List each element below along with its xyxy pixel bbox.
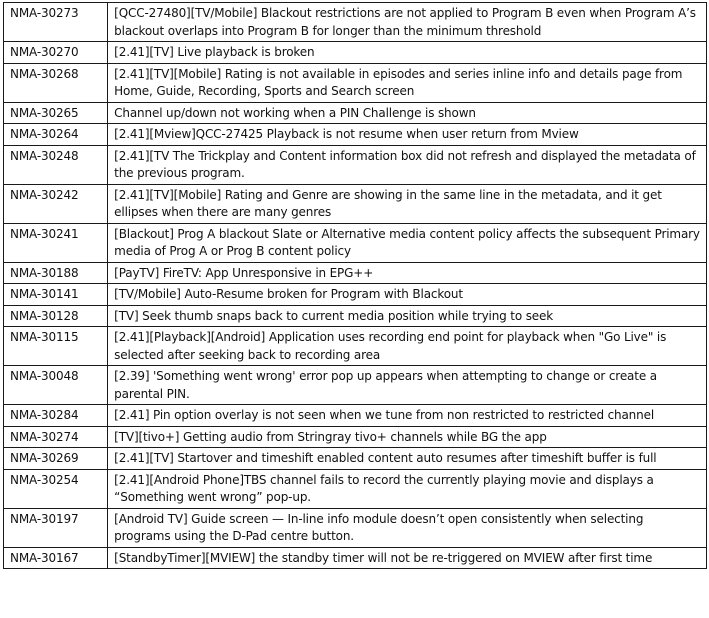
issue-description-cell: [2.41][Playback][Android] Application uses recording end point for playback when "Go Live" is selected after seeking back to recording area xyxy=(108,327,707,366)
issue-id-cell: NMA-30273 xyxy=(4,3,108,42)
table-row xyxy=(4,3,707,42)
table-row xyxy=(4,448,707,470)
table-row xyxy=(4,305,707,327)
issue-id-cell: NMA-30269 xyxy=(4,448,108,470)
issue-id-cell: NMA-30265 xyxy=(4,102,108,124)
table-row xyxy=(4,63,707,102)
issue-description-cell: [TV][tivo+] Getting audio from Stringray tivo+ channels while BG the app xyxy=(108,426,707,448)
table-row xyxy=(4,145,707,184)
issue-id-cell: NMA-30048 xyxy=(4,366,108,405)
table-row xyxy=(4,366,707,405)
table-row xyxy=(4,508,707,547)
issue-description-cell: [2.39] 'Something went wrong' error pop up appears when attempting to change or create a parental PIN. xyxy=(108,366,707,405)
issue-id-cell: NMA-30115 xyxy=(4,327,108,366)
issue-id-cell: NMA-30128 xyxy=(4,305,108,327)
issue-id-cell: NMA-30268 xyxy=(4,63,108,102)
table-row xyxy=(4,284,707,306)
issue-description-cell: [2.41][Android Phone]TBS channel fails to record the currently playing movie and displays a “Something went wrong” pop-up. xyxy=(108,469,707,508)
issue-description-cell: [TV] Seek thumb snaps back to current media position while trying to seek xyxy=(108,305,707,327)
table-row xyxy=(4,469,707,508)
issue-id-cell: NMA-30254 xyxy=(4,469,108,508)
table-row xyxy=(4,426,707,448)
issue-description-cell: [2.41][TV] Startover and timeshift enabled content auto resumes after timeshift buffer is full xyxy=(108,448,707,470)
table-row xyxy=(4,405,707,427)
issue-description-cell: [2.41][Mview]QCC-27425 Playback is not resume when user return from Mview xyxy=(108,124,707,146)
issue-id-cell: NMA-30188 xyxy=(4,262,108,284)
issue-id-cell: NMA-30264 xyxy=(4,124,108,146)
issue-id-cell: NMA-30141 xyxy=(4,284,108,306)
issue-description-cell: [2.41][TV The Trickplay and Content information box did not refresh and displayed the metadata of the previous program. xyxy=(108,145,707,184)
issue-description-cell: [2.41] Pin option overlay is not seen when we tune from non restricted to restricted channel xyxy=(108,405,707,427)
issue-description-cell: [2.41][TV] Live playback is broken xyxy=(108,42,707,64)
issue-description-cell: [2.41][TV][Mobile] Rating is not available in episodes and series inline info and details page from Home, Guide, Recording, Sports and Search screen xyxy=(108,63,707,102)
issue-id-cell: NMA-30284 xyxy=(4,405,108,427)
issue-id-cell: NMA-30197 xyxy=(4,508,108,547)
table-row xyxy=(4,102,707,124)
issue-table xyxy=(3,2,707,569)
issue-id-cell: NMA-30248 xyxy=(4,145,108,184)
issue-id-cell: NMA-30167 xyxy=(4,547,108,569)
table-row xyxy=(4,223,707,262)
table-row xyxy=(4,327,707,366)
issue-id-cell: NMA-30270 xyxy=(4,42,108,64)
issue-description-cell: [Blackout] Prog A blackout Slate or Alternative media content policy affects the subsequent Primary media of Prog A or Prog B content policy xyxy=(108,223,707,262)
issue-id-cell: NMA-30241 xyxy=(4,223,108,262)
issue-description-cell: [PayTV] FireTV: App Unresponsive in EPG++ xyxy=(108,262,707,284)
issue-table-body xyxy=(4,3,707,569)
issue-description-cell: [2.41][TV][Mobile] Rating and Genre are showing in the same line in the metadata, and it get ellipses when there are many genres xyxy=(108,184,707,223)
table-row xyxy=(4,184,707,223)
issue-description-cell: [StandbyTimer][MVIEW] the standby timer will not be re-triggered on MVIEW after first time xyxy=(108,547,707,569)
table-row xyxy=(4,42,707,64)
table-row xyxy=(4,124,707,146)
issue-id-cell: NMA-30242 xyxy=(4,184,108,223)
issue-description-cell: [QCC-27480][TV/Mobile] Blackout restrictions are not applied to Program B even when Program A’s blackout overlaps into Program B for longer than the minimum threshold xyxy=(108,3,707,42)
table-row xyxy=(4,547,707,569)
issue-table-container xyxy=(3,2,707,569)
issue-description-cell: [TV/Mobile] Auto-Resume broken for Program with Blackout xyxy=(108,284,707,306)
issue-id-cell: NMA-30274 xyxy=(4,426,108,448)
issue-description-cell: [Android TV] Guide screen — In-line info module doesn’t open consistently when selecting programs using the D-Pad centre button. xyxy=(108,508,707,547)
table-row xyxy=(4,262,707,284)
issue-description-cell: Channel up/down not working when a PIN Challenge is shown xyxy=(108,102,707,124)
